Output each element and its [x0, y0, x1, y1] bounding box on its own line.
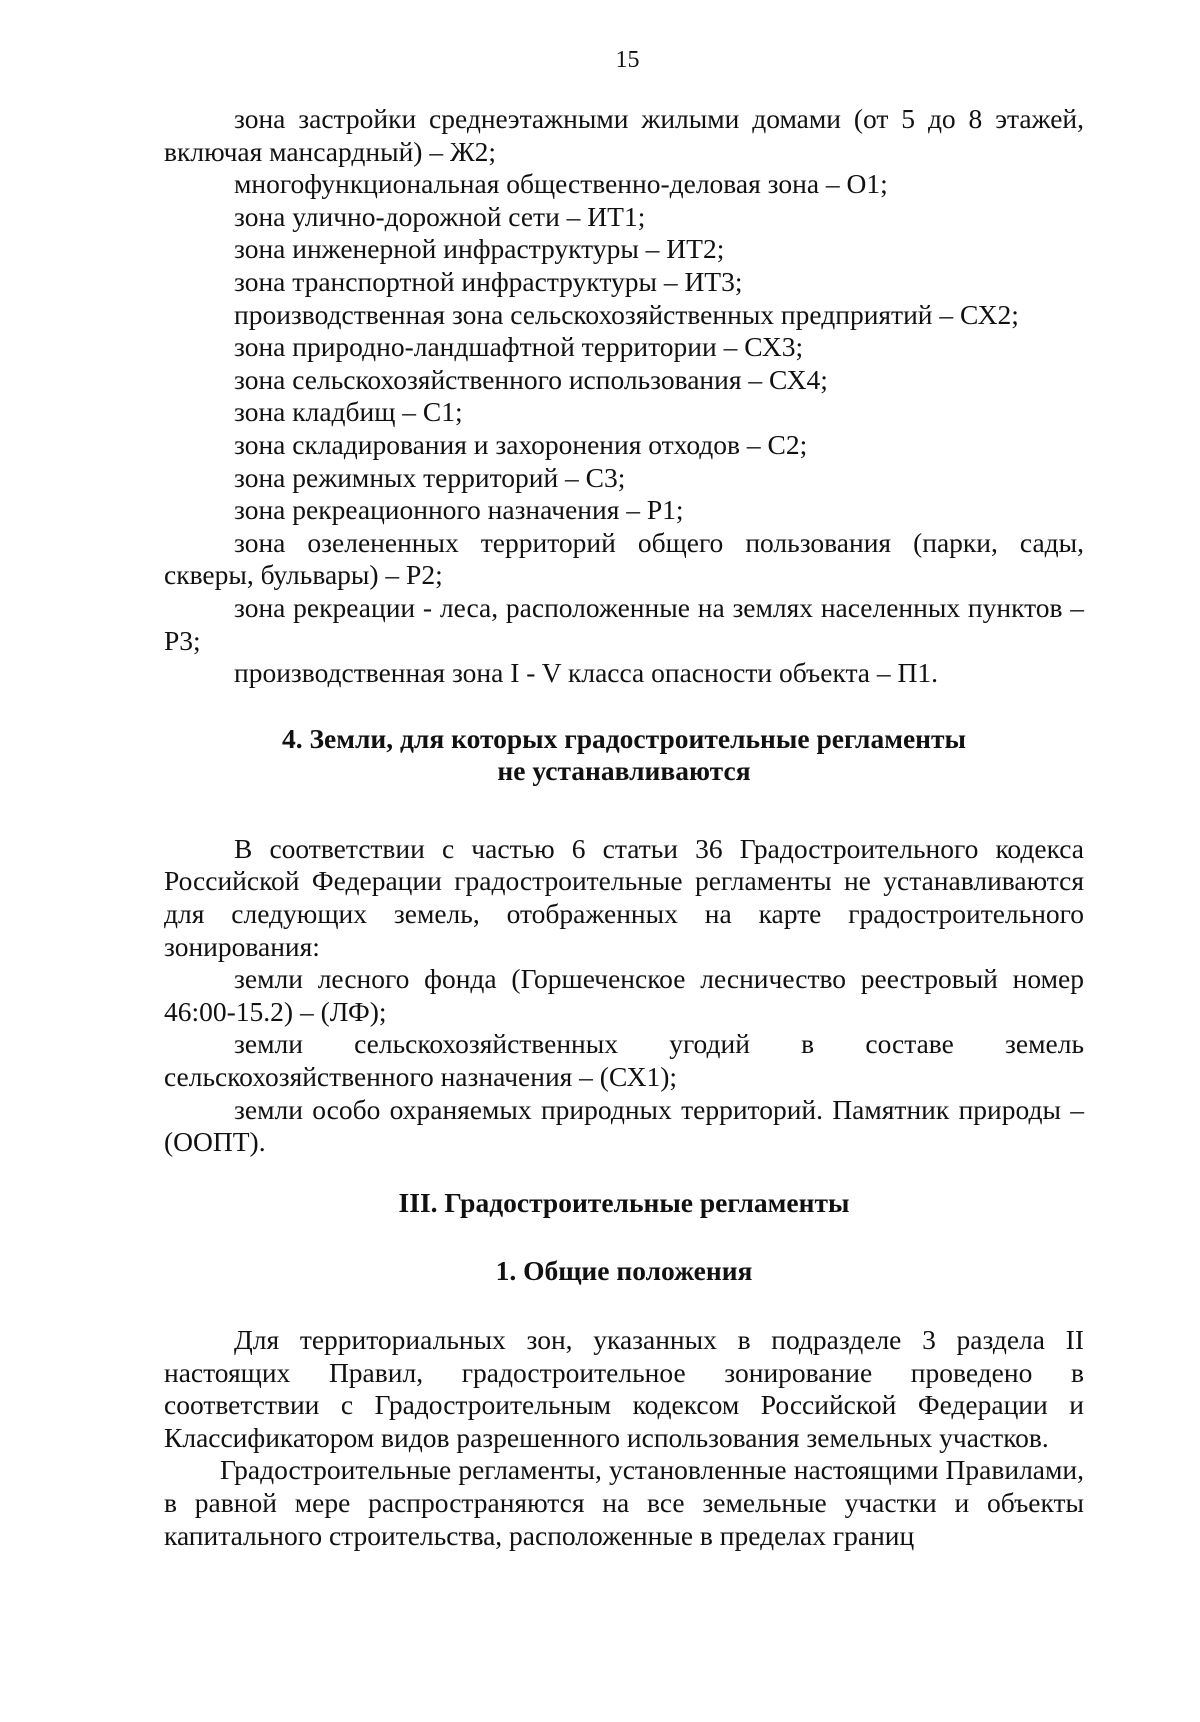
zone-item-o1: многофункциональная общественно-деловая зона – О1;: [234, 168, 888, 200]
zone-item-c3: зона режимных территорий – С3;: [234, 461, 626, 493]
spacer: [164, 1159, 1084, 1187]
zone-item-p3: зона рекреации - леса, расположенные на землях населенных пунктов – Р3;: [164, 591, 1084, 656]
page-number: 15: [615, 47, 640, 73]
subsection-1-heading: 1. Общие положения: [495, 1255, 753, 1287]
land-item-oopt: земли особо охраняемых природных территорий. Памятник природы – (ООПТ).: [164, 1093, 1084, 1158]
spacer: [164, 690, 1084, 723]
zone-item-pi1: производственная зона I - V класса опасности объекта – П1.: [234, 657, 939, 689]
zone-item-it3: зона транспортной инфраструктуры – ИТ3;: [234, 265, 743, 297]
zone-item-it1: зона улично-дорожной сети – ИТ1;: [234, 200, 646, 232]
zone-item-zh2: зона застройки среднеэтажными жилыми домами (от 5 до 8 этажей, включая мансардный) – Ж2;: [164, 103, 1084, 167]
zone-item-it2: зона инженерной инфраструктуры – ИТ2;: [234, 233, 725, 265]
page-content: [164, 103, 1084, 1552]
subsection-1-paragraph-2: Градостроительные регламенты, установленные настоящими Правилами, в равной мере распространяются на все земельные участки и объекты капитального строительства, расположенные в пределах границ: [164, 1454, 1084, 1551]
zone-item-sx2: производственная зона сельскохозяйственных предприятий – СХ2;: [234, 298, 1019, 330]
subsection-1-paragraph-1: Для территориальных зон, указанных в подразделе 3 раздела II настоящих Правил, градостроительное зонирование проведено в соответствии с Градостроительным кодексом Российской Федерации и Классификатором видов разрешенного использования земельных участков.: [164, 1324, 1084, 1453]
zone-item-sx3: зона природно-ландшафтной территории – СХ3;: [234, 331, 804, 363]
spacer: [164, 788, 1084, 833]
zone-item-c1: зона кладбищ – С1;: [234, 396, 463, 428]
zone-item-p2: зона озелененных территорий общего пользования (парки, сады, скверы, бульвары) – Р2;: [164, 526, 1084, 591]
land-item-lf: земли лесного фонда (Горшеченское лесничество реестровый номер 46:00-15.2) – (ЛФ);: [164, 963, 1084, 1027]
spacer: [164, 1288, 1084, 1324]
zone-item-c2: зона складирования и захоронения отходов – С2;: [234, 428, 808, 460]
land-item-sx1: земли сельскохозяйственных угодий в составе земель сельскохозяйственного назначения – (СХ1);: [164, 1028, 1084, 1093]
section-4-intro: В соответствии с частью 6 статьи 36 Градостроительного кодекса Российской Федерации градостроительные регламенты не устанавливаются для следующих земель, отображенных на карте градостроительного зонирования:: [164, 832, 1084, 962]
zone-item-sx4: зона сельскохозяйственного использования – СХ4;: [234, 363, 828, 395]
spacer: [164, 1219, 1084, 1255]
part-3-heading: III. Градостроительные регламенты: [398, 1186, 850, 1218]
zone-item-p1-recreation: зона рекреационного назначения – Р1;: [234, 494, 684, 526]
section-4-heading-line-2: не устанавливаются: [497, 755, 751, 787]
section-4-heading-line-1: 4. Земли, для которых градостроительные регламенты: [282, 722, 966, 754]
